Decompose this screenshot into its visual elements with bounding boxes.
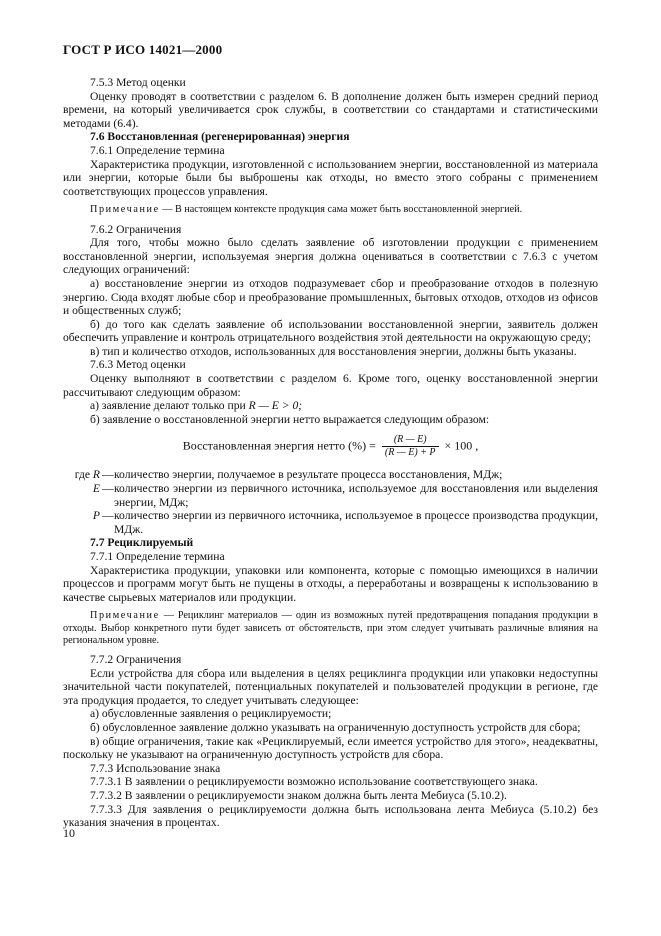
note-label: Примечание xyxy=(90,204,160,216)
legend-dash: — xyxy=(102,468,114,482)
formula-legend xyxy=(63,468,598,536)
section-7-7-1-heading: 7.7.1 Определение термина xyxy=(90,550,225,564)
section-7-5-3-heading: 7.5.3 Метод оценки xyxy=(90,76,186,89)
section-7-6-2-heading: 7.6.2 Ограничения xyxy=(90,222,182,236)
section-7-7-1-text: Характеристика продукции, упаковки или компонента, которые с помощью имеющихся в наличии процессов и программ могут быть не пущены в отходы, а переработаны и возвращены к использованию в качестве сырьевых материалов или продукции. xyxy=(63,563,598,604)
list-item-b: б) заявление о восстановленной энергии нетто выражается следующим образом: xyxy=(90,412,490,426)
section-7-6-1-text: Характеристика продукции, изготовленной с использованием энергии, восстановленной из материала или энергии, которые были бы выброшены как отходы, но вместо этого собраны с применением соответствующих процессов управления. xyxy=(63,157,598,198)
formula-denominator: (R — E) + P xyxy=(384,447,436,459)
note-text: — Рециклинг материалов — один из возможных путей предотвращения попадания продукции в отходы. Выбор конкретного пути будет зависеть от обстоятельств, при этом следует учитывать различные влияния на региональном уровне. xyxy=(63,610,598,646)
legend-definition: количество энергии, получаемое в результате процесса восстановления, МДж; xyxy=(114,468,503,482)
document-header: ГОСТ Р ИСО 14021—2000 xyxy=(63,42,223,57)
section-7-7-heading: 7.7 Рециклируемый xyxy=(90,536,194,550)
legend-definition: количество энергии из первичного источника, используемое для восстановления или выделения энергии, МДж; xyxy=(114,482,598,509)
section-7-7-2-text: Если устройства для сбора или выделения в целях рециклинга продукции или упаковки недоступны значительной части покупателей, потенциальных покупателей и пользователей продукции в регионе, где эта продукция продается, то следует учитывать следующее: xyxy=(63,666,598,707)
section-7-5-3-text: Оценку проводят в соответствии с разделом 6. В дополнение должен быть измерен средний период времени, на который увеличивается срок службы, в соответствии со стандартами и статистическими методами (6.4). xyxy=(63,89,598,130)
list-item-a xyxy=(63,399,598,413)
symbol-r: R xyxy=(92,468,100,482)
list-item-b: б) до того как сделать заявление об использовании восстановленной энергии, заявитель должен обеспечить управление и контроль отрицательного воздействия этой деятельности на окружающую среду; xyxy=(63,317,598,345)
section-7-7-3-3: 7.7.3.3 Для заявления о рециклируемости должна быть использована лента Мебиуса (5.10.2) без указания значения в процентах. xyxy=(63,802,598,830)
note-7-6-1 xyxy=(63,204,598,216)
note-7-7-1 xyxy=(63,610,598,647)
section-7-6-1-heading: 7.6.1 Определение термина xyxy=(90,143,225,157)
formula-left: Восстановленная энергия нетто (%) = xyxy=(182,438,379,453)
legend-symbol: P xyxy=(92,509,100,523)
legend-prefix: где xyxy=(74,468,90,482)
formula xyxy=(63,434,598,459)
legend-symbol xyxy=(63,468,102,482)
document-body xyxy=(63,76,598,830)
legend-symbol: E xyxy=(92,482,100,496)
list-item-a: а) восстановление энергии из отходов подразумевает сбор и преобразование отходов в полезную энергию. Сюда входят любые сбор и преобразование промышленных, бытовых отходов, отходов из офисов и общественных служб; xyxy=(63,276,598,318)
list-item-a: а) обусловленные заявления о рециклируемости; xyxy=(90,707,332,721)
legend-dash: — xyxy=(102,509,114,523)
section-7-7-3-2: 7.7.3.2 В заявлении о рециклируемости знаком должна быть лента Мебиуса (5.10.2). xyxy=(90,788,507,802)
page-number: 10 xyxy=(63,826,75,840)
list-item-c: в) общие ограничения, такие как «Рециклируемый, если имеется устройство для этого», неадекватны, поскольку не указывают на ограниченную доступность устройств для сбора. xyxy=(63,734,598,762)
condition-expression: R — E > 0; xyxy=(248,399,303,413)
list-item-c: в) тип и количество отходов, использованных для восстановления энергии, должны быть указаны. xyxy=(90,344,577,358)
legend-dash: — xyxy=(102,482,114,496)
section-7-7-2-heading: 7.7.2 Ограничения xyxy=(90,653,182,666)
section-7-6-3-text: Оценку выполняют в соответствии с разделом 6. Кроме того, оценку восстановленной энергии рассчитывают следующим образом: xyxy=(63,372,598,399)
section-7-6-3-heading: 7.6.3 Метод оценки xyxy=(90,358,186,372)
formula-fraction xyxy=(382,434,439,459)
list-item-b: б) обусловленное заявление должно указывать на ограниченную доступность устройств для сбора; xyxy=(90,720,581,734)
section-7-7-3-heading: 7.7.3 Использование знака xyxy=(90,761,221,775)
legend-definition: количество энергии из первичного источника, используемое в процессе производства продукции, МДж. xyxy=(114,509,598,536)
note-text: — В настоящем контексте продукция сама может быть восстановленной энергией. xyxy=(159,204,523,216)
note-label: Примечание xyxy=(90,610,160,622)
condition-text: а) заявление делают только при xyxy=(90,399,249,413)
formula-right: × 100 , xyxy=(441,438,479,453)
section-7-6-heading: 7.6 Восстановленная (регенерированная) энергия xyxy=(90,130,350,144)
section-7-7-3-1: 7.7.3.1 В заявлении о рециклируемости возможно использование соответствующего знака. xyxy=(90,775,538,789)
section-7-6-2-text: Для того, чтобы можно было сделать заявление об изготовлении продукции с применением восстановленной энергии, используемая энергия должна оцениваться в соответствии с 7.6.3 с учетом следующих ограничений: xyxy=(63,236,598,277)
formula-numerator: (R — E) xyxy=(382,434,439,447)
